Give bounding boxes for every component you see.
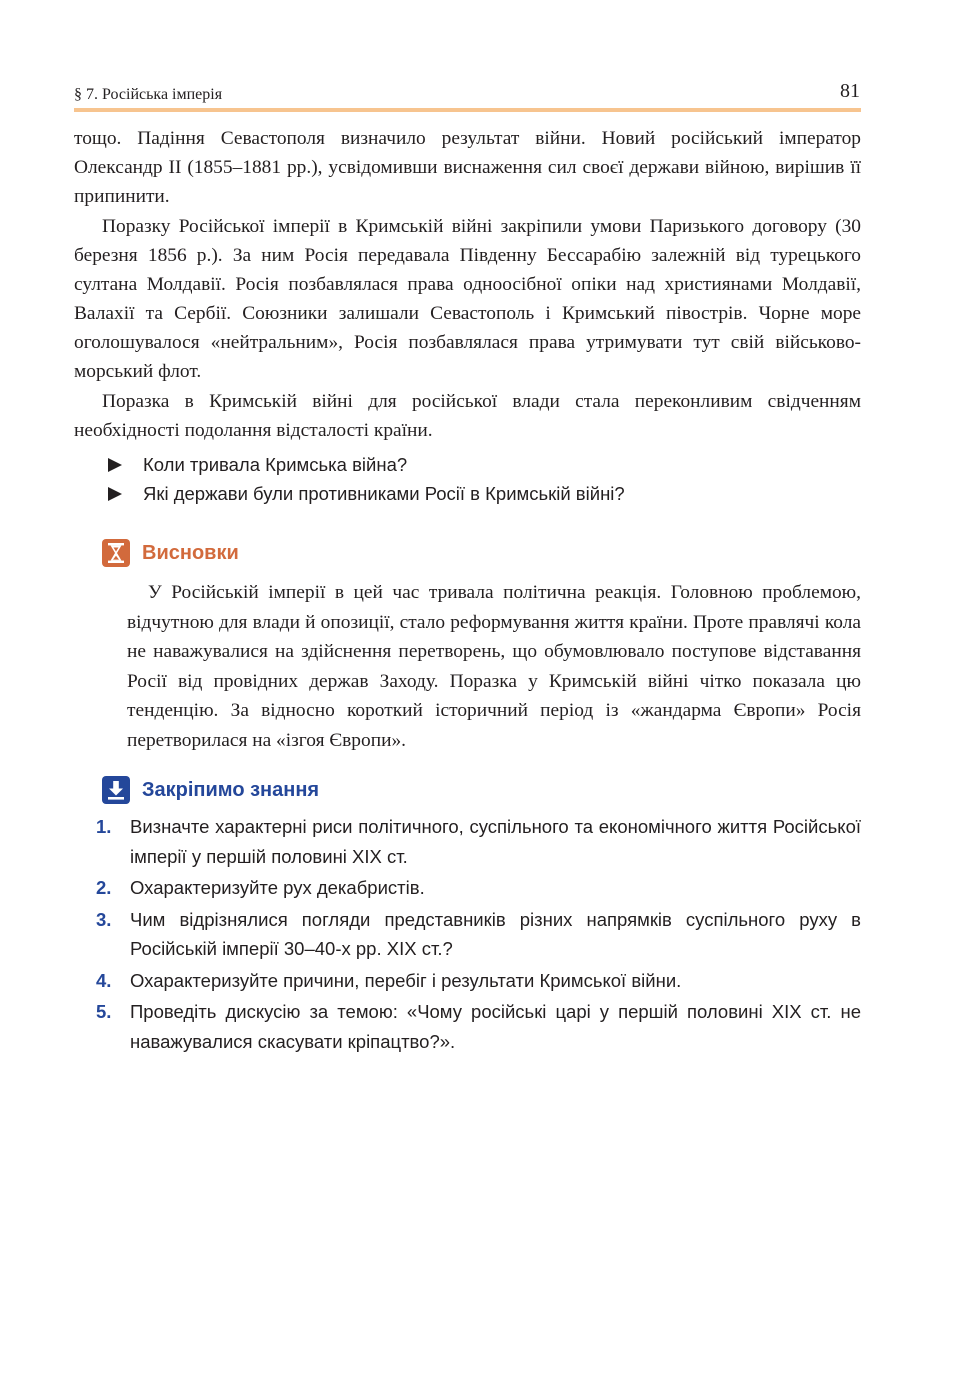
page-number: 81 xyxy=(840,80,860,102)
task-text: Проведіть дискусію за темою: «Чому російські царі у першій половині XIX ст. не наважувалися скасувати кріпацтво?». xyxy=(130,1001,861,1052)
task-list xyxy=(96,812,861,1058)
task-item xyxy=(96,873,861,903)
task-number: 4. xyxy=(96,969,112,991)
task-item xyxy=(96,966,861,996)
download-arrow-icon xyxy=(102,776,130,804)
conclusion-text: У Російській імперії в цей час тривала політична реакція. Головною проблемою, відчутною для влади й опозиції, стало реформування життя країни. Проте правлячі кола не наважувалися на здійснення перетворень, що обумовлювало поступове відставання Росії від провідних держав Заходу. Поразка у Кримській війні чітко показала цю тенденцію. За відносно короткий історичний період із «жандарма Європи» Росія перетворилася на «ізгоя Європи». xyxy=(127,582,861,751)
task-number: 2. xyxy=(96,877,112,898)
task-number: 1. xyxy=(96,816,112,837)
question-text: Які держави були противниками Росії в Кримській війні? xyxy=(143,482,625,504)
task-number: 3. xyxy=(96,908,112,930)
question-list xyxy=(108,450,861,508)
task-text: Охарактеризуйте рух декабристів. xyxy=(130,877,425,898)
conclusions-title: Висновки xyxy=(142,541,239,564)
task-number: 5. xyxy=(96,1001,112,1022)
hourglass-icon xyxy=(102,539,130,567)
review-title: Закріпимо знання xyxy=(142,778,320,801)
question-text: Коли тривала Кримська війна? xyxy=(143,453,408,475)
running-header: § 7. Російська імперія xyxy=(74,86,223,103)
header-divider xyxy=(74,108,861,112)
paragraph: тощо. Падіння Севастополя визначило результат війни. Новий російський імператор Олександр II (1855–1881 рр.), усвідомивши виснаження сил своєї держави війною, вирішив її припинити. xyxy=(74,128,861,207)
task-text: Чим відрізнялися погляди представників різних напрямків суспільного руху в Російській імперії 30–40-х рр. XIX ст.? xyxy=(130,908,861,959)
main-text xyxy=(74,124,861,446)
question-item xyxy=(108,479,861,508)
paragraph: Поразку Російської імперії в Кримській війні закріпили умови Паризького договору (30 березня 1856 р.). За ним Росія передавала Південну Бессарабію залежній від турецького султана Молдавії. Росія позбавлялася права одноосібної опіки над християнами Молдавії, Валахії та Сербії. Союзники залишали Севастополь і Кримський півострів. Чорне море оголошувалося «нейтральним», Росія позбавлялася права утримувати тут свій військово-морський флот. xyxy=(74,216,861,382)
task-text: Визначте характерні риси політичного, суспільного та економічного життя Російської імперії у першій половині XIX ст. xyxy=(130,816,861,867)
triangle-bullet-icon xyxy=(108,458,122,472)
task-item xyxy=(96,905,861,964)
task-text: Охарактеризуйте причини, перебіг і результати Кримської війни. xyxy=(130,969,682,991)
review-heading xyxy=(102,776,319,804)
task-item xyxy=(96,812,861,871)
triangle-bullet-icon xyxy=(108,487,122,501)
paragraph: Поразка в Кримській війні для російської влади стала переконливим свідченням необхідності подолання відсталості країни. xyxy=(74,391,861,441)
question-item xyxy=(108,450,861,479)
task-item xyxy=(96,997,861,1056)
conclusions-heading xyxy=(102,539,239,567)
